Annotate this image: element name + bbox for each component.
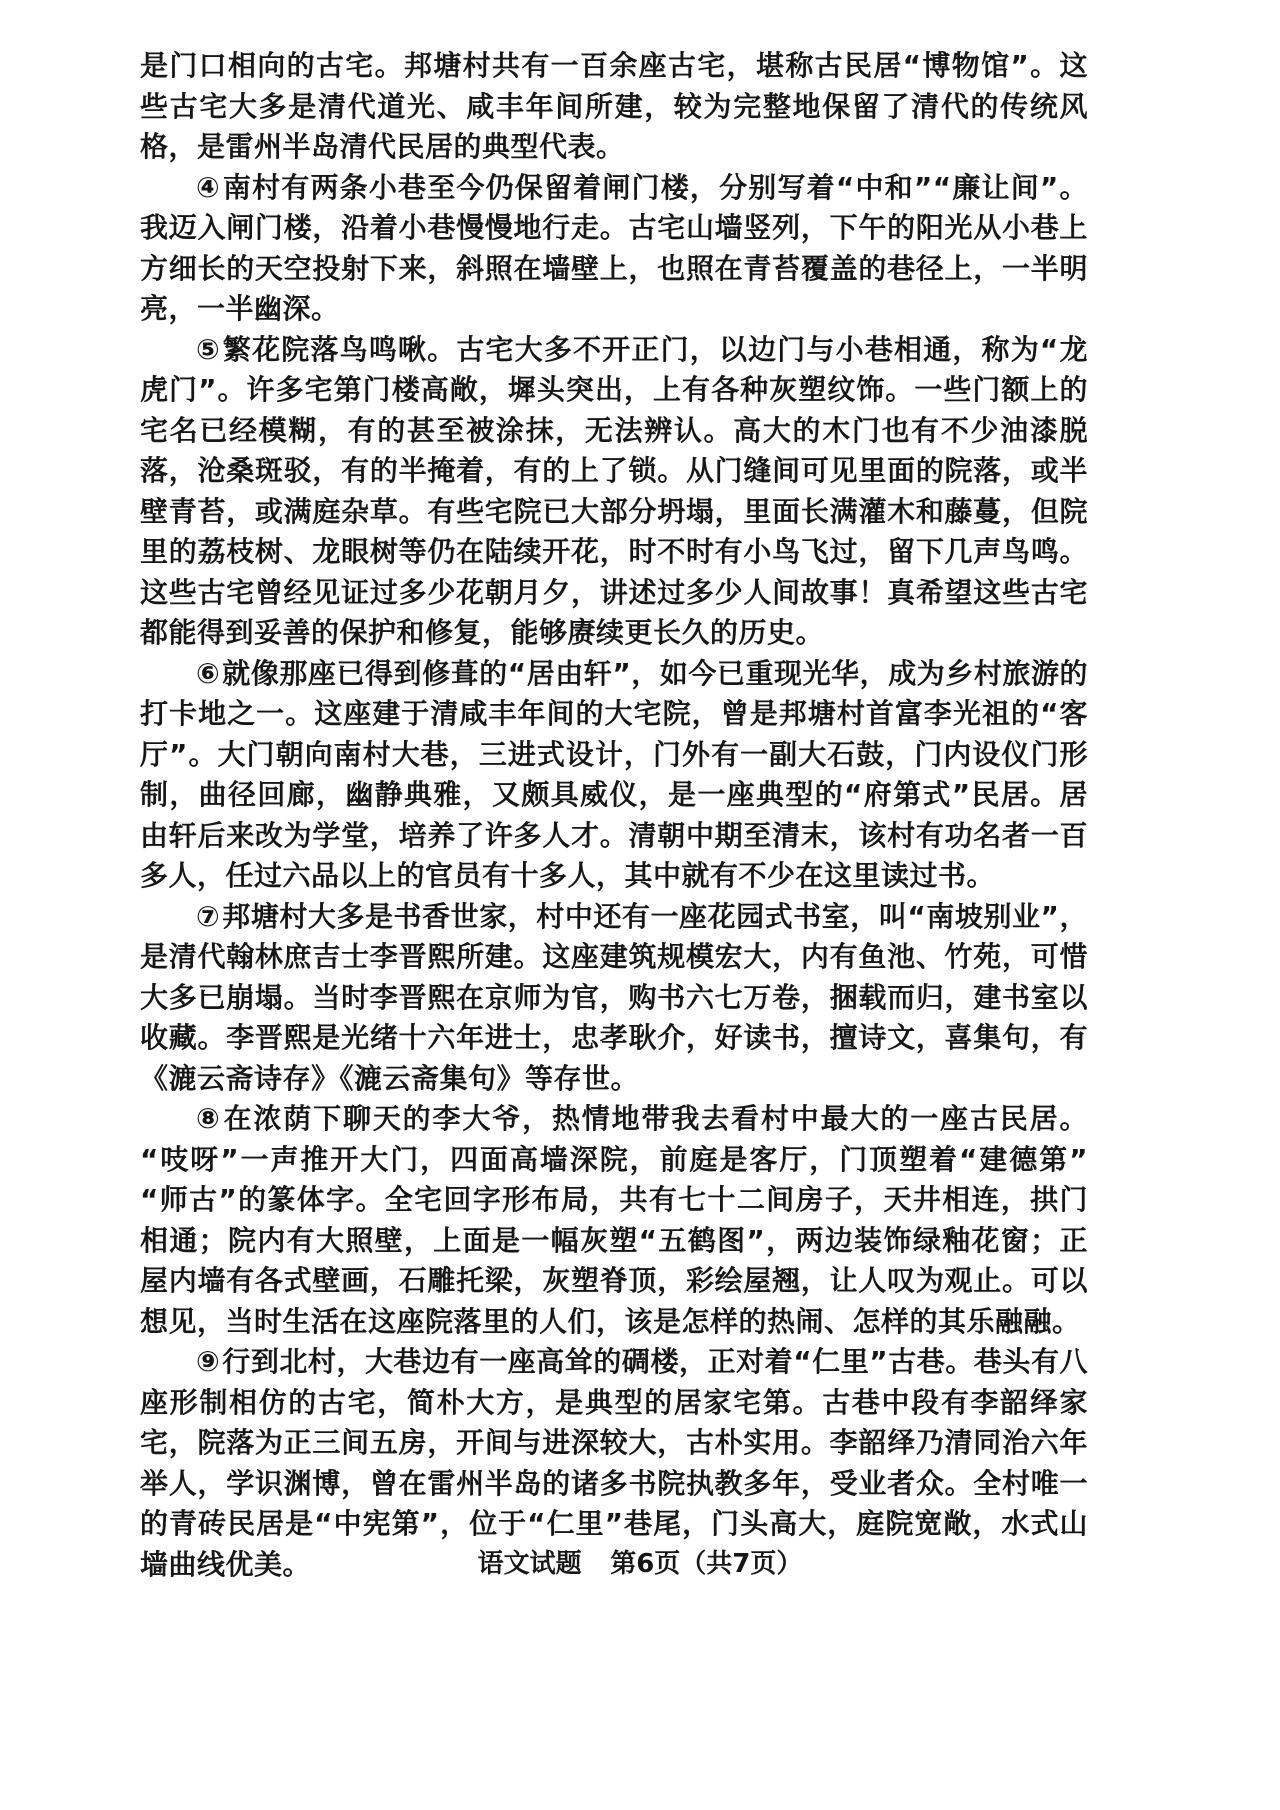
- passage-body: [140, 46, 1088, 1626]
- paragraph-text: 邦塘村大多是书香世家，村中还有一座花园式书室，叫“南坡别业”，是清代翰林庶吉士李晋熙所建。这座建筑规模宏大，内有鱼池、竹苑，可惜大多已崩塌。当时李晋熙在京师为官，购书六七万卷，捆载而归，建书室以收藏。李晋熙是光绪十六年进士，忠孝耿介，好读书，擅诗文，喜集句，有《漉云斋诗存》《漉云斋集句》等存世。: [140, 899, 1088, 1095]
- paragraph-text: 南村有两条小巷至今仍保留着闸门楼，分别写着“中和”“廉让间”。我迈入闸门楼，沿着小巷慢慢地行走。古宅山墙竖列，下午的阳光从小巷上方细长的天空投射下来，斜照在墙壁上，也照在青苔覆盖的巷径上，一半明亮，一半幽深。: [140, 170, 1088, 325]
- paragraph-number: ⑦: [196, 899, 221, 933]
- paragraph-number: ④: [196, 170, 221, 204]
- footer-exam-label: 语文试题: [477, 1549, 582, 1579]
- paragraph-number: ⑥: [196, 656, 221, 690]
- passage-paragraph-continuation: [140, 46, 1088, 168]
- passage-paragraph-8: [140, 1099, 1088, 1342]
- paragraph-text: 繁花院落鸟鸣啾。古宅大多不开正门，以边门与小巷相通，称为“龙虎门”。许多宅第门楼高敞，墀头突出，上有各种灰塑纹饰。一些门额上的宅名已经模糊，有的甚至被涂抹，无法辨认。高大的木门也有不少油漆脱落，沧桑斑驳，有的半掩着，有的上了锁。从门缝间可见里面的院落，或半壁青苔，或满庭杂草。有些宅院已大部分坍塌，里面长满灌木和藤蔓，但院里的荔枝树、龙眼树等仍在陆续开花，时不时有小鸟飞过，留下几声鸟鸣。这些古宅曾经见证过多少花朝月夕，讲述过多少人间故事！真希望这些古宅都能得到妥善的保护和修复，能够赓续更长久的历史。: [140, 332, 1088, 649]
- paragraph-text: 就像那座已得到修葺的“居由轩”，如今已重现光华，成为乡村旅游的打卡地之一。这座建于清咸丰年间的大宅院，曾是邦塘村首富李光祖的“客厅”。大门朝向南村大巷，三进式设计，门外有一副大石鼓，门内设仪门形制，曲径回廊，幽静典雅，又颇具威仪，是一座典型的“府第式”民居。居由轩后来改为学堂，培养了许多人才。清朝中期至清末，该村有功名者一百多人，任过六品以上的官员有十多人，其中就有不少在这里读过书。: [140, 656, 1088, 892]
- paragraph-text: 在浓荫下聊天的李大爷，热情地带我去看村中最大的一座古民居。“吱呀”一声推开大门，四面高墙深院，前庭是客厅，门顶塑着“建德第”“师古”的篆体字。全宅回字形布局，共有七十二间房子，天井相连，拱门相通；院内有大照壁，上面是一幅灰塑“五鹤图”，两边装饰绿釉花窗；正屋内墙有各式壁画，石雕托梁，灰塑脊顶，彩绘屋翘，让人叹为观止。可以想见，当时生活在这座院落里的人们，该是怎样的热闹、怎样的其乐融融。: [140, 1102, 1088, 1338]
- passage-paragraph-7: [140, 897, 1088, 1100]
- paragraph-number: ⑤: [196, 332, 221, 366]
- paragraph-number: ⑨: [196, 1345, 221, 1378]
- footer-page-label: 第6页（共7页）: [610, 1549, 803, 1579]
- paragraph-text: 行到北村，大巷边有一座高耸的碉楼，正对着“仁里”古巷。巷头有八座形制相仿的古宅，简朴大方，是典型的居家宅第。古巷中段有李韶绎家宅，院落为正三间五房，开间与进深较大，古朴实用。李韶绎乃清同治六年举人，学识渊博，曾在雷州半岛的诸多书院执教多年，受业者众。全村唯一的青砖民居是“中宪第”，位于“仁里”巷尾，门头高大，庭院宽敞，水式山墙曲线优美。: [140, 1345, 1088, 1581]
- paragraph-text: 是门口相向的古宅。邦塘村共有一百余座古宅，堪称古民居“博物馆”。这些古宅大多是清代道光、咸丰年间所建，较为完整地保留了清代的传统风格，是雷州半岛清代民居的典型代表。: [140, 49, 1088, 163]
- passage-paragraph-5: [140, 330, 1088, 654]
- paragraph-number: ⑧: [196, 1102, 222, 1135]
- passage-paragraph-4: [140, 168, 1088, 330]
- passage-paragraph-6: [140, 654, 1088, 897]
- page-footer: [0, 1543, 1280, 1580]
- passage-paragraph-10: [140, 1585, 1088, 1626]
